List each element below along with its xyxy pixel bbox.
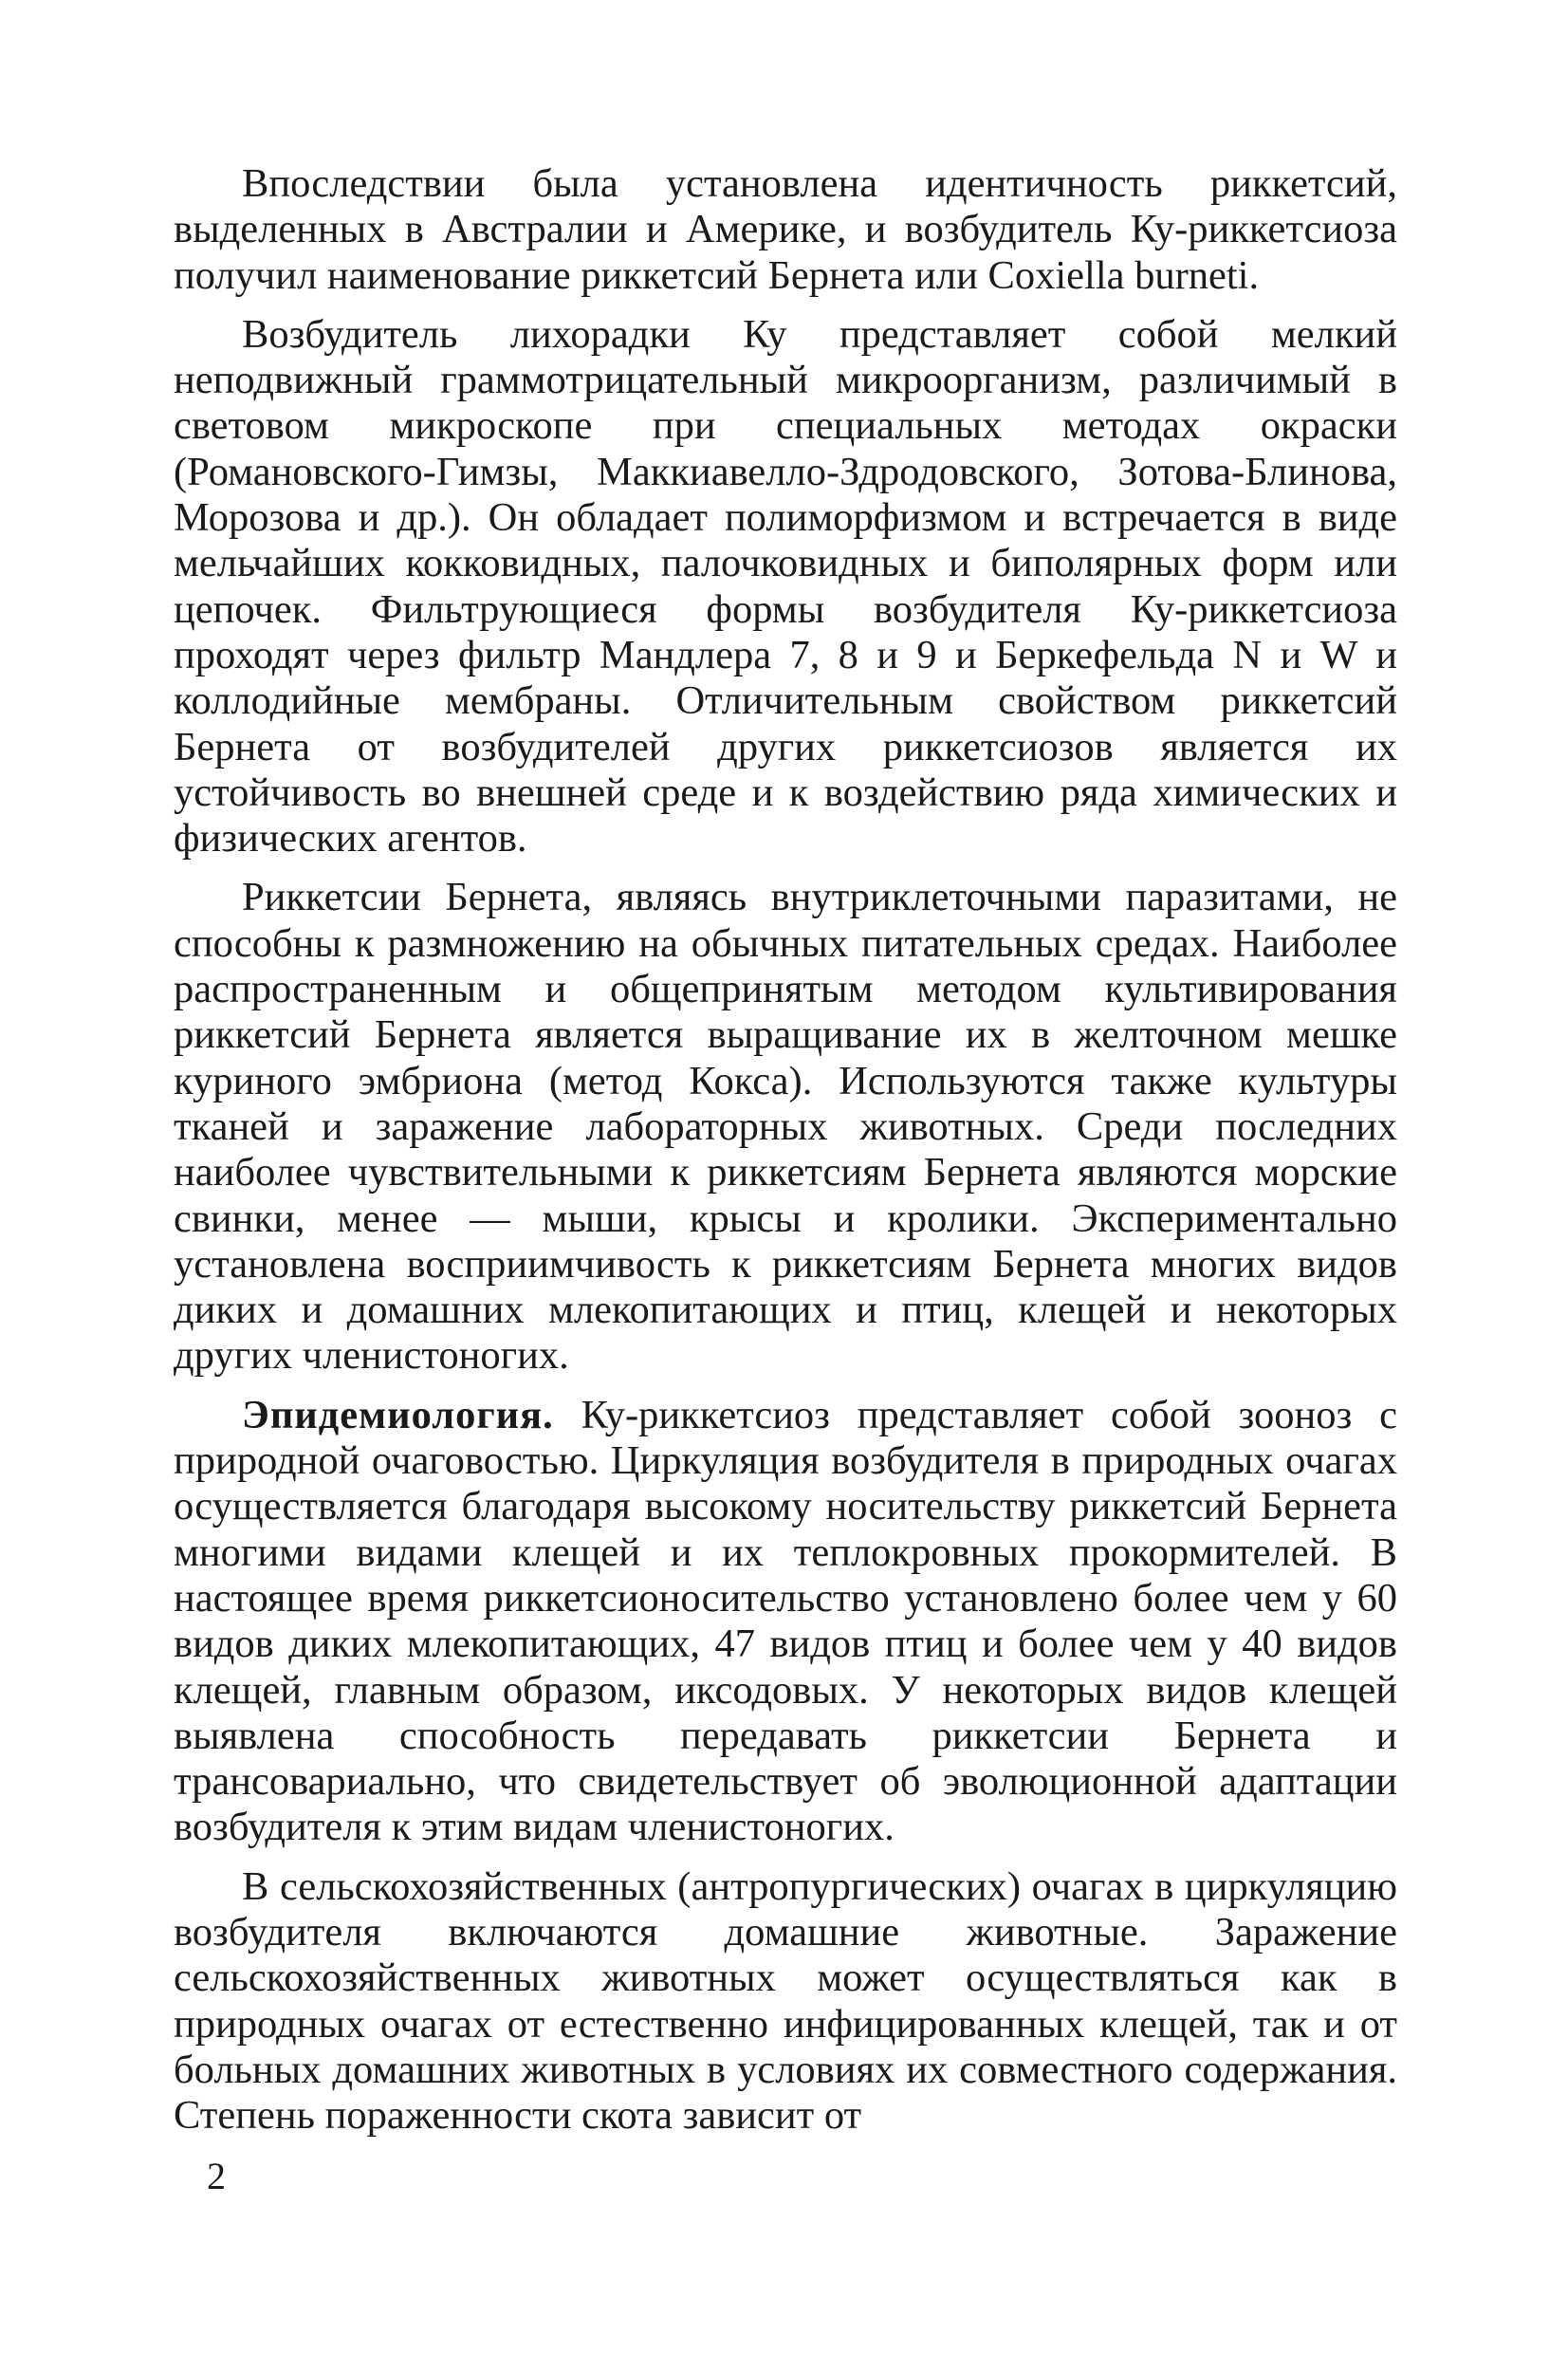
paragraph-pathogen-description: Возбудитель лихорадки Ку представляет собой мелкий неподвижный граммотрицательный микроорганизм, различимый в световом микроскопе при специальных методах окраски (Романовского-Гимзы, Маккиавелло-Здродовского, Зотова-Блинова, Морозова и др.). Он обладает полиморфизмом и встречается в виде мельчайших кокковидных, палочковидных и биполярных форм или цепочек. Фильтрующиеся формы возбудителя Ку-риккетсиоза проходят через фильтр Мандлера 7, 8 и 9 и Беркефельда N и W и коллодийные мембраны. Отличительным свойством риккетсий Бернета от возбудителей других риккетсиозов является их устойчивость во внешней среде и к воздействию ряда химических и физических агентов. bbox=[174, 311, 1397, 862]
paragraph-identity: Впоследствии была установлена идентичность риккетсий, выделенных в Австралии и Америке, и возбудитель Ку-риккетсиоза получил наименование риккетсий Бернета или Coxiella burneti. bbox=[174, 161, 1397, 298]
paragraph-epidemiology bbox=[174, 1393, 1397, 1851]
paragraph-agricultural-foci: В сельскохозяйственных (антропургических) очагах в циркуляцию возбудителя включаются домашние животные. Заражение сельскохозяйственных животных может осуществляться как в природных очагах от естественно инфицированных клещей, так и от больных домашних животных в условиях их совместного содержания. Степень пораженности скота зависит от bbox=[174, 1863, 1397, 2139]
epidemiology-text: Ку-риккетсиоз представляет собой зооноз с природной очаговостью. Циркуляция возбудителя в природных очагах осуществляется благодаря высокому носительству риккетсий Бернета многими видами клещей и их теплокровных прокормителей. В настоящее время риккетсионосительство установлено более чем у 60 видов диких млекопитающих, 47 видов птиц и более чем у 40 видов клещей, главным образом, иксодовых. У некоторых видов клещей выявлена способность передавать риккетсии Бернета и трансовариально, что свидетельствует об эволюционной адаптации возбудителя к этим видам членистоногих. bbox=[174, 1392, 1397, 1850]
section-heading-epidemiology: Эпидемиология. bbox=[242, 1392, 554, 1437]
paragraph-cultivation: Риккетсии Бернета, являясь внутриклеточными паразитами, не способны к размножению на обычных питательных средах. Наиболее распространенным и общепринятым методом культивирования риккетсий Бернета является выращивание их в желточном мешке куриного эмбриона (метод Кокса). Используются также культуры тканей и заражение лабораторных животных. Среди последних наиболее чувствительными к риккетсиям Бернета являются морские свинки, менее — мыши, крысы и кролики. Экспериментально установлена восприимчивость к риккетсиям Бернета многих видов диких и домашних млекопитающих и птиц, клещей и некоторых других членистоногих. bbox=[174, 875, 1397, 1379]
page-body bbox=[174, 161, 1397, 2139]
page-number: 2 bbox=[207, 2155, 226, 2197]
